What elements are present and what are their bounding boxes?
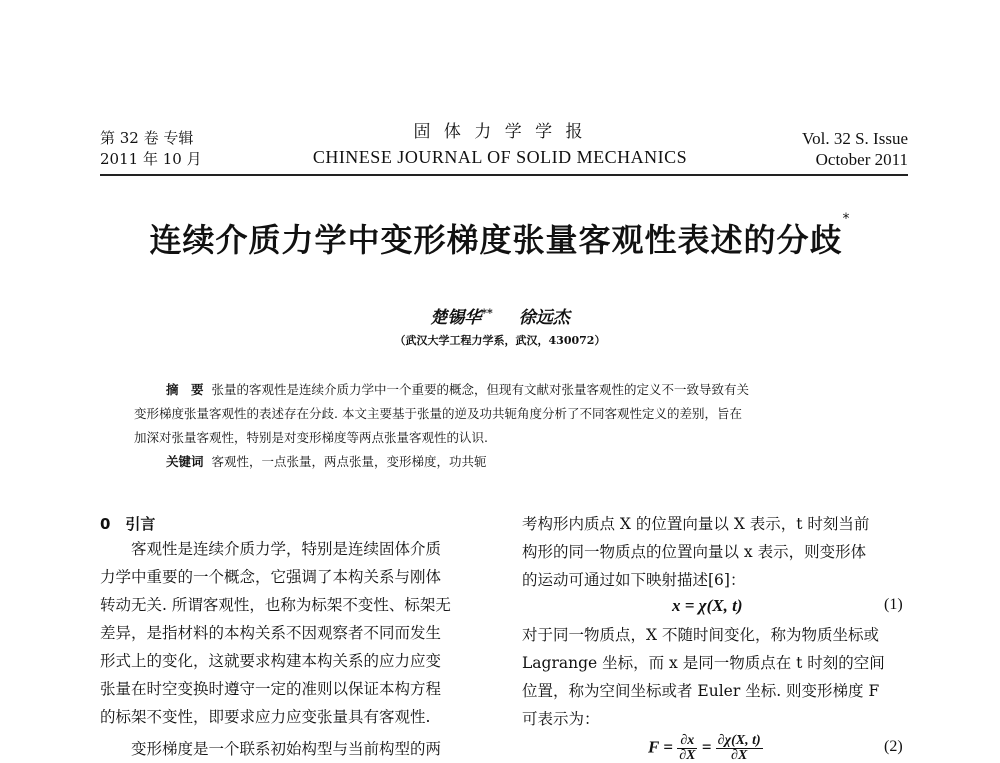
journal-name-cn: 固 体 力 学 学 报 [413, 122, 587, 142]
equation-2-frac2-num: ∂χ(X, t) [717, 733, 761, 748]
body-line: 位置，称为空间坐标或者 Euler 坐标. 则变形梯度 F [522, 682, 880, 700]
body-line: 构形的同一物质点的位置向量以 x 表示，则变形体 [522, 543, 867, 561]
author-list [0, 303, 1000, 328]
body-line: 变形梯度是一个联系初始构型与当前构型的两 [100, 740, 442, 758]
header-rule [100, 174, 908, 176]
journal-issue-info-en [802, 128, 908, 170]
keywords-line [166, 452, 486, 472]
body-line: 转动无关. 所谓客观性，也称为标架不变性、标架无 [100, 596, 451, 614]
equation-2 [648, 734, 763, 763]
equation-1: x = χ(X, t) [672, 596, 743, 615]
author-name: 楚锡华 [430, 308, 482, 328]
affiliation: （武汉大学工程力学系，武汉，430072） [394, 334, 606, 347]
keywords-label: 关键词 [166, 454, 204, 469]
body-line: 对于同一物质点，X 不随时间变化，称为物质坐标或 [522, 626, 879, 644]
body-line: Lagrange 坐标，而 x 是同一物质点在 t 时刻的空间 [522, 654, 885, 672]
volume-en: Vol. 32 S. Issue [802, 129, 908, 148]
keywords-text: 客观性，一点张量，两点张量，变形梯度，功共轭 [211, 454, 487, 469]
equation-2-number: (2) [884, 738, 903, 755]
body-line: 差异，是指材料的本构关系不因观察者不同而发生 [100, 624, 442, 642]
body-line: 可表示为： [522, 710, 600, 728]
author-footnote-mark: ** [481, 306, 493, 320]
equation-2-frac1-den: ∂X [679, 748, 696, 763]
body-line: 的标架不变性，即要求应力应变张量具有客观性. [100, 708, 431, 726]
equation-1-number: (1) [884, 596, 903, 613]
body-line: 的运动可通过如下映射描述[6]： [522, 571, 746, 589]
date-en: October 2011 [815, 150, 908, 169]
abstract-line [166, 380, 749, 400]
body-line: 考构形内质点 X 的位置向量以 X 表示，t 时刻当前 [522, 515, 870, 533]
volume-cn: 第 32 卷 专辑 [100, 129, 194, 147]
body-line: 形式上的变化，这就要求构建本构关系的应力应变 [100, 652, 442, 670]
abstract-line: 变形梯度张量客观性的表述存在分歧. 本文主要基于张量的逆及功共轭角度分析了不同客观性定义的差别，旨在 [134, 406, 742, 421]
abstract-label: 摘 要 [166, 382, 204, 397]
abstract-text: 张量的客观性是连续介质力学中一个重要的概念，但现有文献对张量客观性的定义不一致导致有关 [211, 382, 749, 397]
author-name: 徐远杰 [518, 308, 570, 328]
title-footnote-mark: * [842, 211, 851, 227]
abstract-line: 加深对张量客观性，特别是对变形梯度等两点张量客观性的认识. [134, 430, 488, 445]
paper-title-text: 连续介质力学中变形梯度张量客观性表述的分歧 [149, 221, 843, 259]
body-line: 张量在时空变换时遵守一定的准则以保证本构方程 [100, 680, 442, 698]
equation-2-fraction [677, 734, 697, 763]
equation-2-lhs: F = [648, 737, 673, 757]
equation-2-frac1-num: ∂x [677, 734, 697, 749]
section-heading: 0 引言 [100, 515, 156, 533]
date-cn: 2011 年 10 月 [100, 150, 202, 168]
equation-2-frac2-den: ∂X [731, 748, 748, 763]
equation-2-fraction [716, 734, 763, 763]
body-line: 力学中重要的一个概念，它强调了本构关系与刚体 [100, 568, 442, 586]
journal-name-en: CHINESE JOURNAL OF SOLID MECHANICS [312, 147, 688, 167]
paper-title [0, 211, 1000, 261]
equation-2-equals: = [701, 737, 712, 757]
body-line: 客观性是连续介质力学，特别是连续固体介质 [100, 540, 442, 558]
